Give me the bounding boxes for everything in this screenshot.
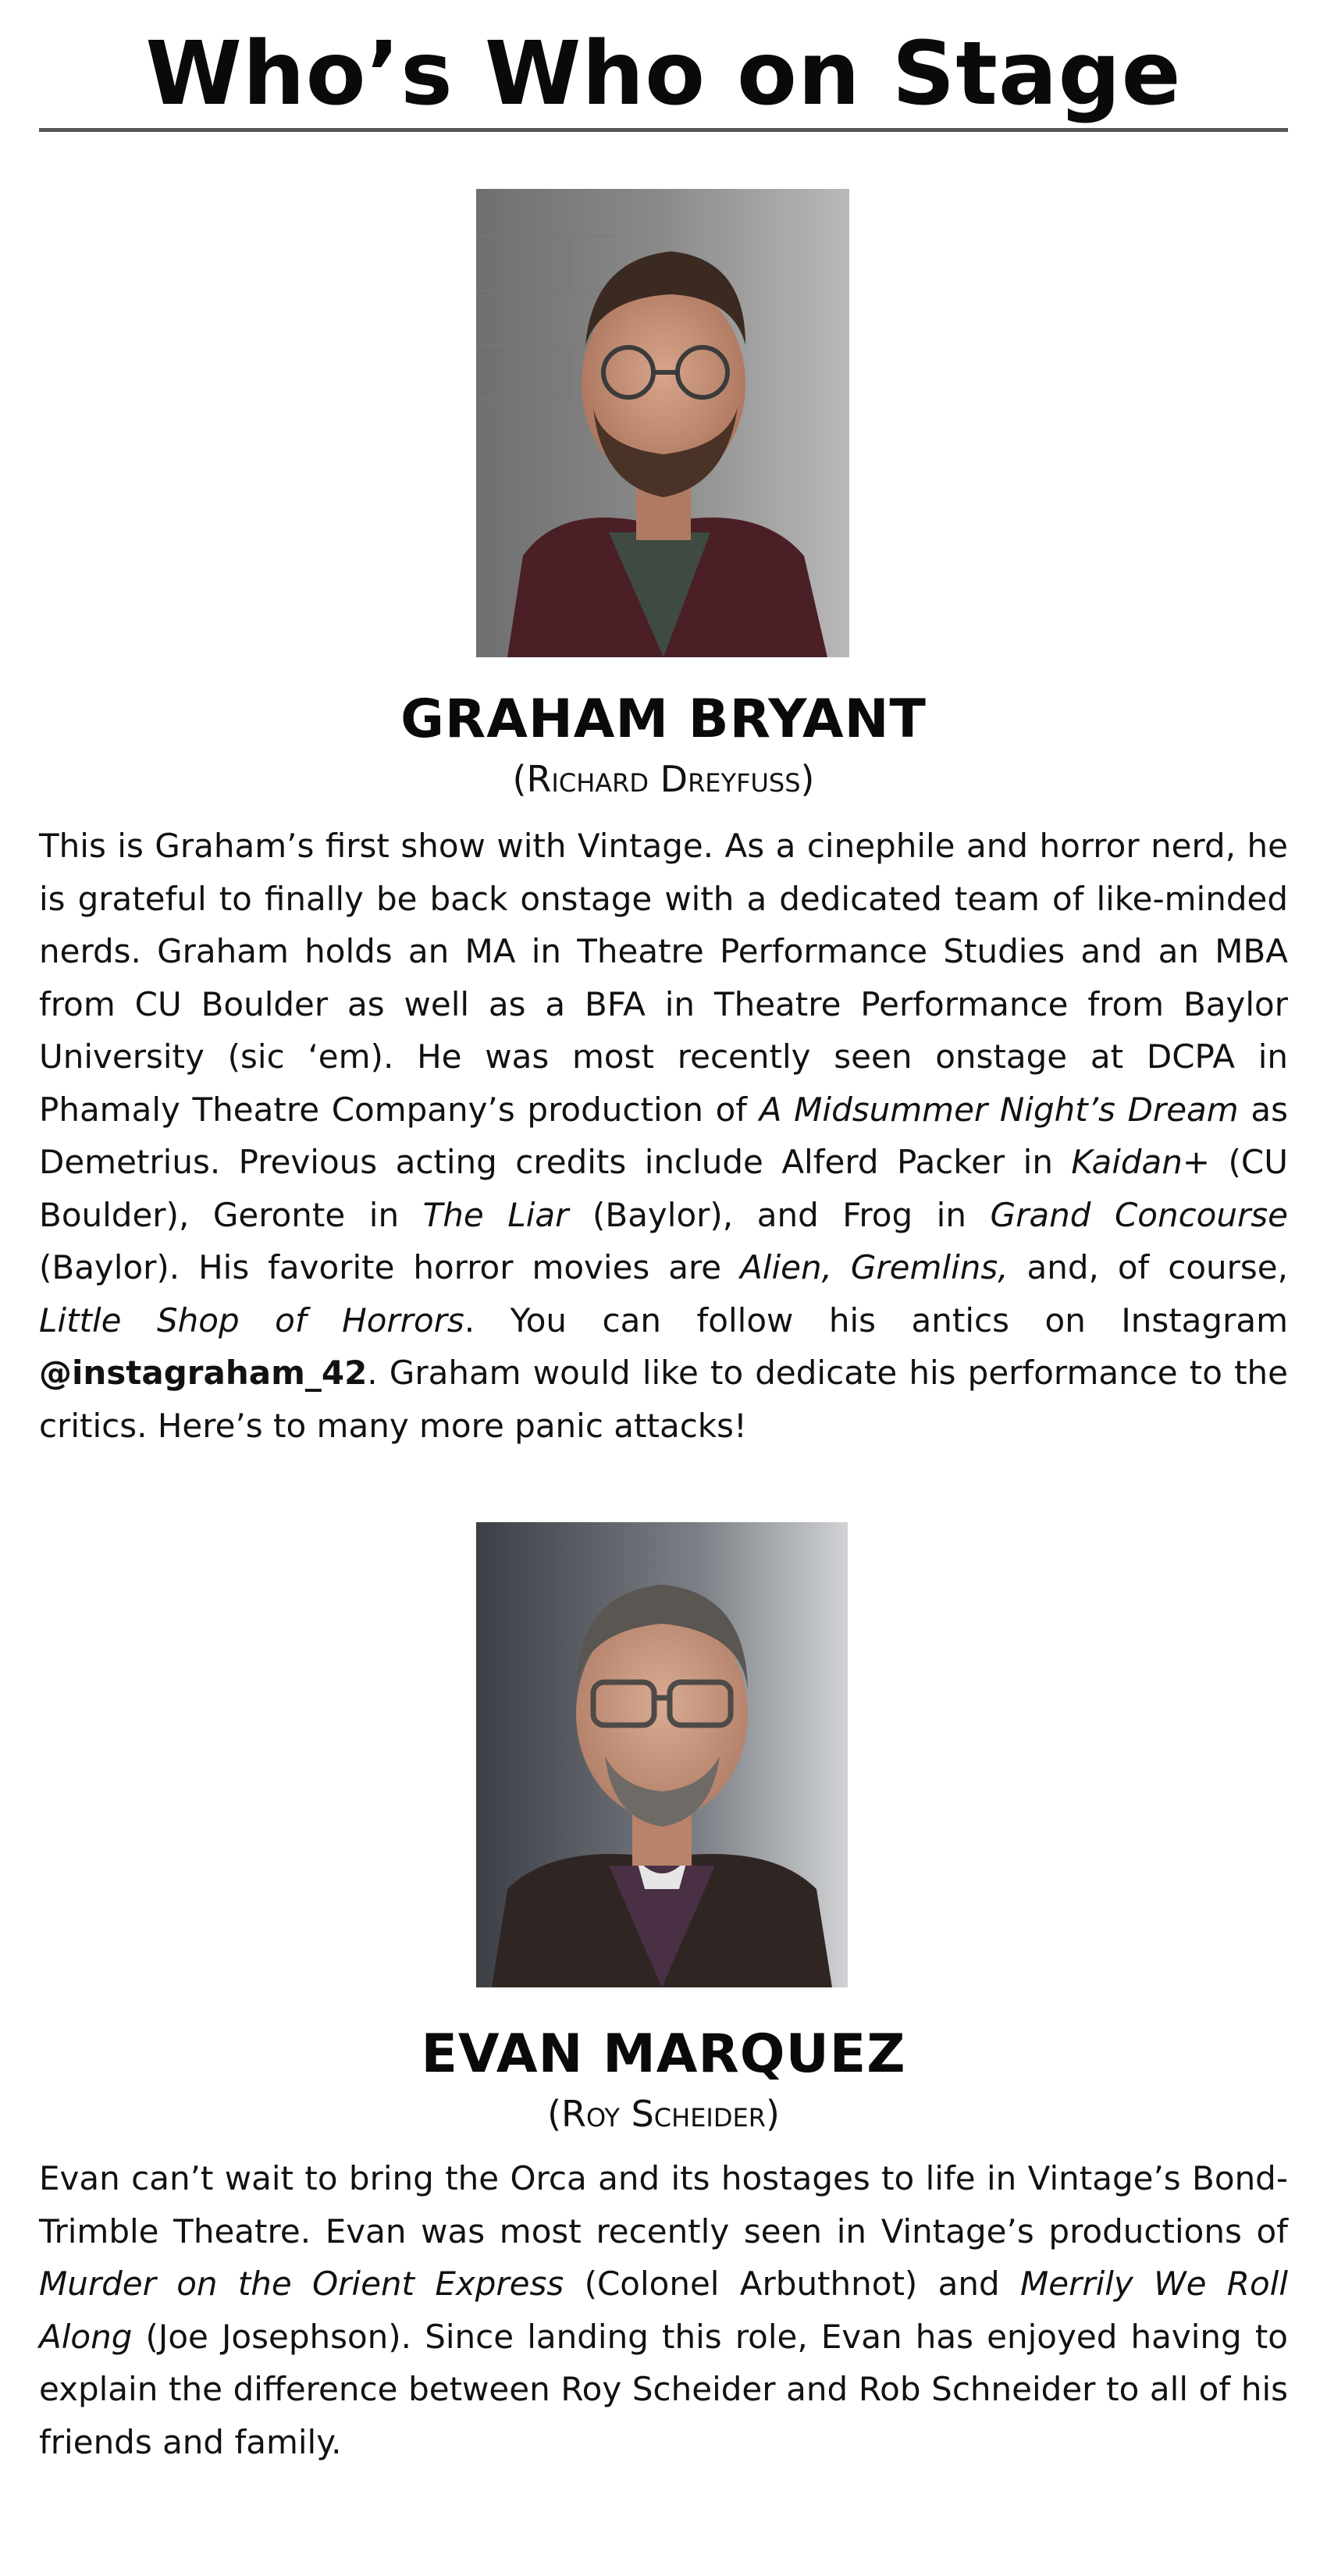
cast-name: GRAHAM BRYANT	[400, 688, 927, 750]
cast-role: (Roy Scheider)	[547, 2093, 780, 2135]
instagram-handle: @instagraham_42	[39, 1354, 368, 1392]
cast-bio	[39, 2152, 1288, 2468]
page-title: Who’s Who on Stage	[145, 23, 1182, 125]
bio-text: (Colonel Arbuthnot) and	[564, 2265, 1020, 2303]
cast-role: (Richard Dreyfuss)	[512, 758, 815, 800]
cast-bio	[39, 820, 1288, 1452]
headshot-graham-bryant	[476, 189, 849, 657]
italic-title: The Liar	[422, 1195, 569, 1234]
portrait-icon	[476, 189, 849, 657]
bio-text: This is Graham’s first show with Vintage. As a cinephile and horror nerd, he is grateful to finally be back onstage with a dedicated team of like-minded nerds. Graham holds an MA in Theatre Performance Studies and an MBA from CU Boulder as well as a BFA in Theatre Performance from Baylor University (sic ‘em). He was most recently seen onstage at DCPA in Phamaly Theatre Company’s production of	[39, 827, 1288, 1129]
italic-title: A Midsummer Night’s Dream	[759, 1090, 1239, 1129]
italic-title: Murder on the Orient Express	[39, 2265, 564, 2303]
bio-text: and, of course,	[1008, 1248, 1288, 1286]
italic-title: Alien, Gremlins,	[740, 1248, 1009, 1286]
bio-text: (Baylor), and Frog in	[568, 1195, 991, 1234]
cast-name: EVAN MARQUEZ	[421, 2023, 906, 2085]
italic-title: Little Shop of Horrors	[39, 1300, 464, 1340]
bio-text: (Joe Josephson). Since landing this role, Evan has enjoyed having to explain the difference between Roy Scheider and Rob Schneider to all of his friends and family.	[39, 2317, 1288, 2461]
bio-text: (CU Boulder), Geronte in	[39, 1143, 1288, 1234]
bio-text: as Demetrius. Previous acting credits include Alferd Packer in	[39, 1090, 1288, 1181]
bio-text: . Graham would like to dedicate his performance to the critics. Here’s to many more panic attacks!	[39, 1354, 1288, 1445]
title-divider	[39, 128, 1288, 132]
italic-title: Kaidan+	[1071, 1143, 1211, 1181]
bio-text: . You can follow his antics on Instagram	[464, 1300, 1288, 1340]
portrait-icon	[476, 1522, 848, 1987]
bio-text: (Baylor). His favorite horror movies are	[39, 1248, 741, 1286]
headshot-evan-marquez	[476, 1522, 848, 1987]
italic-title: Merrily We Roll Along	[39, 2265, 1288, 2356]
italic-title: Grand Concourse	[990, 1195, 1288, 1234]
bio-text: Evan can’t wait to bring the Orca and its hostages to life in Vintage’s Bond-Trimble Theatre. Evan was most recently seen in Vintage’s productions of	[39, 2159, 1288, 2250]
